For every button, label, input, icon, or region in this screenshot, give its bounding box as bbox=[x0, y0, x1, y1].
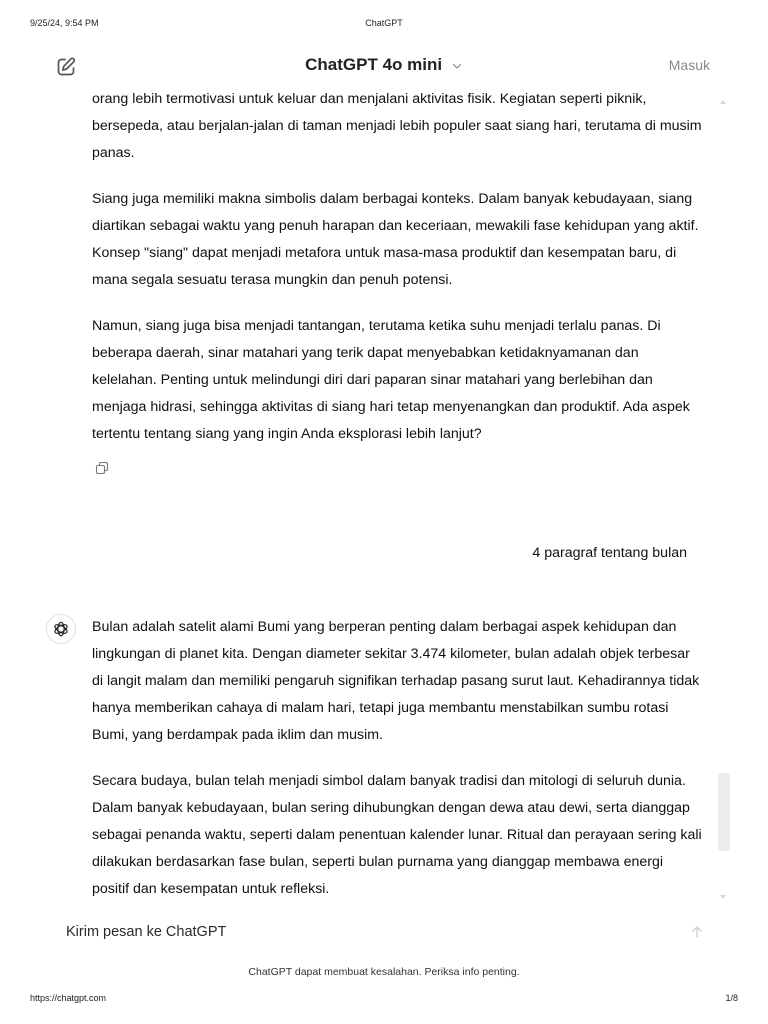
assistant-avatar bbox=[46, 614, 76, 644]
user-message: 4 paragraf tentang bulan bbox=[532, 545, 687, 562]
disclaimer: ChatGPT dapat membuat kesalahan. Periksa info penting. bbox=[248, 966, 520, 978]
copy-icon bbox=[95, 461, 109, 475]
message-paragraph: orang lebih termotivasi untuk keluar dan menjalani aktivitas fisik. Kegiatan seperti piknik, bersepeda, atau berjalan-jalan di taman menjadi lebih populer saat siang hari, terutama di musim panas. bbox=[92, 91, 702, 162]
login-button[interactable]: Masuk bbox=[668, 57, 710, 73]
print-title: ChatGPT bbox=[365, 18, 403, 28]
message-input[interactable] bbox=[66, 922, 666, 942]
scroll-thumb[interactable] bbox=[718, 773, 730, 851]
message-actions bbox=[95, 461, 768, 483]
scrollbar[interactable] bbox=[718, 100, 730, 900]
conversation-view bbox=[0, 86, 768, 906]
print-footer bbox=[0, 993, 768, 1007]
composer bbox=[0, 906, 768, 958]
scroll-down-arrow[interactable] bbox=[720, 895, 726, 899]
message-paragraph: Siang juga memiliki makna simbolis dalam berbagai konteks. Dalam banyak kebudayaan, siang diartikan sebagai waktu yang penuh harapan dan keceriaan, mewakili fase kehidupan yang aktif. Konsep "siang" dapat menjadi metafora untuk masa-masa produktif dan kesempatan baru, di mana segala sesuatu terasa mungkin dan penuh potensi. bbox=[92, 191, 699, 289]
message-paragraph: Bulan adalah satelit alami Bumi yang berperan penting dalam berbagai aspek kehidupan dan lingkungan di planet kita. Dengan diameter sekitar 3.474 kilometer, bulan adalah objek terbesar di langit malam dan memiliki pengaruh signifikan terhadap pasang surut laut. Kehadirannya tidak hanya memberikan cahaya di malam hari, tetapi juga membantu menstabilkan sumbu rotasi Bumi, yang berdampak pada iklim dan musim. bbox=[92, 619, 700, 744]
model-selector[interactable] bbox=[0, 55, 768, 75]
top-bar bbox=[0, 48, 768, 86]
model-name: ChatGPT 4o mini bbox=[305, 55, 443, 74]
print-header bbox=[0, 18, 768, 34]
conversation-scroll bbox=[0, 86, 768, 906]
arrow-up-icon bbox=[689, 924, 705, 940]
copy-button[interactable] bbox=[95, 462, 109, 479]
scroll-up-arrow[interactable] bbox=[720, 100, 726, 104]
message-paragraph: Secara budaya, bulan telah menjadi simbol dalam banyak tradisi dan mitologi di seluruh dunia. Dalam banyak kebudayaan, bulan sering dihubungkan dengan dewa atau dewi, serta dianggap sebagai penanda waktu, seperti dalam penentuan kalender lunar. Ritual dan perayaan sering kali dilakukan berdasarkan fase bulan, seperti bulan purnama yang dianggap membawa energi positif dan kesempatan untuk refleksi. bbox=[92, 773, 702, 898]
page-number: 1/8 bbox=[725, 993, 738, 1003]
print-date: 9/25/24, 9:54 PM bbox=[30, 18, 99, 28]
assistant-message bbox=[0, 614, 768, 903]
previous-assistant-message bbox=[0, 86, 768, 483]
send-button[interactable] bbox=[689, 924, 705, 940]
print-url: https://chatgpt.com bbox=[30, 993, 107, 1003]
openai-logo-icon bbox=[52, 620, 70, 638]
message-paragraph: Namun, siang juga bisa menjadi tantangan, terutama ketika suhu menjadi terlalu panas. Di beberapa daerah, sinar matahari yang terik dapat menyebabkan ketidaknyamanan dan kelelahan. Penting untuk melindungi diri dari paparan sinar matahari yang berlebihan dan menjaga hidrasi, sehingga aktivitas di siang hari tetap menyenangkan dan produktif. Ada aspek tertentu tentang siang yang ingin Anda eksplorasi lebih lanjut? bbox=[92, 318, 690, 443]
chevron-down-icon bbox=[451, 60, 463, 72]
